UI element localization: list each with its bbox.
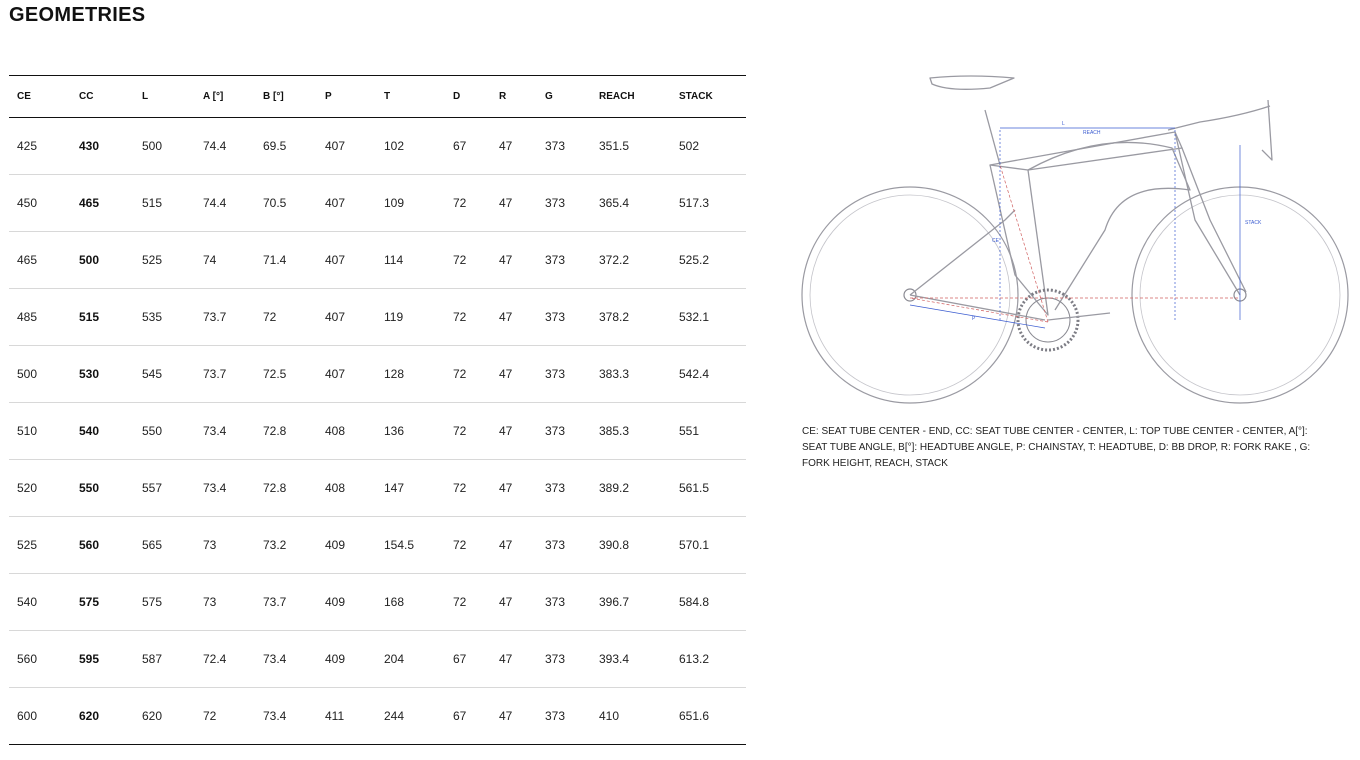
table-cell-stack: 551: [671, 403, 746, 460]
table-cell-d: 72: [445, 460, 491, 517]
table-cell-g: 373: [537, 688, 591, 745]
table-cell-reach: 396.7: [591, 574, 671, 631]
table-cell-l: 587: [134, 631, 195, 688]
table-cell-ce: 500: [9, 346, 71, 403]
column-header: R: [491, 76, 537, 118]
table-cell-cc: 575: [71, 574, 134, 631]
table-cell-ce: 450: [9, 175, 71, 232]
table-cell-r: 47: [491, 403, 537, 460]
table-cell-reach: 393.4: [591, 631, 671, 688]
table-row: [9, 175, 746, 232]
column-header: G: [537, 76, 591, 118]
table-row: [9, 232, 746, 289]
column-header: L: [134, 76, 195, 118]
table-cell-p: 409: [317, 517, 376, 574]
reach-label: REACH: [1083, 130, 1101, 136]
table-cell-t: 128: [376, 346, 445, 403]
table-cell-r: 47: [491, 574, 537, 631]
p-label: P: [972, 316, 976, 322]
column-header: CC: [71, 76, 134, 118]
table-cell-b: 69.5: [255, 118, 317, 175]
table-cell-stack: 517.3: [671, 175, 746, 232]
table-cell-g: 373: [537, 631, 591, 688]
table-cell-b: 73.4: [255, 688, 317, 745]
table-cell-r: 47: [491, 346, 537, 403]
table-cell-reach: 351.5: [591, 118, 671, 175]
table-cell-l: 575: [134, 574, 195, 631]
table-cell-cc: 530: [71, 346, 134, 403]
table-cell-reach: 378.2: [591, 289, 671, 346]
table-cell-reach: 385.3: [591, 403, 671, 460]
table-row: [9, 118, 746, 175]
column-header: D: [445, 76, 491, 118]
table-cell-r: 47: [491, 460, 537, 517]
table-cell-p: 407: [317, 289, 376, 346]
table-header-row: [9, 76, 746, 118]
table-cell-t: 147: [376, 460, 445, 517]
table-cell-p: 407: [317, 232, 376, 289]
table-cell-p: 409: [317, 574, 376, 631]
table-cell-ce: 540: [9, 574, 71, 631]
table-cell-ce: 525: [9, 517, 71, 574]
table-cell-l: 550: [134, 403, 195, 460]
table-cell-p: 407: [317, 346, 376, 403]
chainring: [1018, 290, 1110, 350]
table-cell-ce: 520: [9, 460, 71, 517]
table-cell-b: 72.5: [255, 346, 317, 403]
table-cell-l: 500: [134, 118, 195, 175]
table-cell-a: 72: [195, 688, 255, 745]
table-cell-stack: 613.2: [671, 631, 746, 688]
table-cell-g: 373: [537, 346, 591, 403]
table-cell-b: 72.8: [255, 460, 317, 517]
table-row: [9, 517, 746, 574]
table-cell-cc: 430: [71, 118, 134, 175]
table-cell-ce: 485: [9, 289, 71, 346]
table-cell-d: 72: [445, 346, 491, 403]
l-label: L: [1062, 121, 1065, 127]
table-cell-stack: 542.4: [671, 346, 746, 403]
table-cell-p: 407: [317, 118, 376, 175]
table-cell-g: 373: [537, 403, 591, 460]
table-cell-d: 67: [445, 688, 491, 745]
table-cell-g: 373: [537, 232, 591, 289]
table-cell-cc: 550: [71, 460, 134, 517]
table-cell-r: 47: [491, 289, 537, 346]
table-cell-cc: 560: [71, 517, 134, 574]
table-cell-a: 73.4: [195, 460, 255, 517]
table-cell-b: 71.4: [255, 232, 317, 289]
table-cell-t: 114: [376, 232, 445, 289]
table-cell-stack: 525.2: [671, 232, 746, 289]
table-cell-reach: 383.3: [591, 346, 671, 403]
table-cell-reach: 365.4: [591, 175, 671, 232]
table-cell-a: 73: [195, 517, 255, 574]
table-cell-d: 72: [445, 574, 491, 631]
table-row: [9, 289, 746, 346]
table-body: [9, 118, 746, 745]
table-cell-a: 73.7: [195, 346, 255, 403]
table-cell-l: 565: [134, 517, 195, 574]
table-cell-cc: 465: [71, 175, 134, 232]
table-row: [9, 346, 746, 403]
ce-label: CE: [992, 238, 999, 244]
table-cell-cc: 515: [71, 289, 134, 346]
table-cell-t: 136: [376, 403, 445, 460]
table-cell-t: 102: [376, 118, 445, 175]
table-row: [9, 460, 746, 517]
table-cell-b: 70.5: [255, 175, 317, 232]
table-cell-ce: 600: [9, 688, 71, 745]
column-header: T: [376, 76, 445, 118]
table-cell-p: 411: [317, 688, 376, 745]
table-cell-cc: 540: [71, 403, 134, 460]
table-row: [9, 631, 746, 688]
table-cell-stack: 502: [671, 118, 746, 175]
table-cell-ce: 425: [9, 118, 71, 175]
table-cell-d: 67: [445, 631, 491, 688]
table-cell-d: 72: [445, 232, 491, 289]
table-cell-a: 73: [195, 574, 255, 631]
table-cell-cc: 620: [71, 688, 134, 745]
table-cell-stack: 532.1: [671, 289, 746, 346]
table-cell-r: 47: [491, 631, 537, 688]
column-header: STACK: [671, 76, 746, 118]
table-cell-reach: 389.2: [591, 460, 671, 517]
table-cell-reach: 372.2: [591, 232, 671, 289]
table-cell-t: 244: [376, 688, 445, 745]
table-cell-l: 525: [134, 232, 195, 289]
table-cell-r: 47: [491, 688, 537, 745]
table-cell-stack: 561.5: [671, 460, 746, 517]
table-cell-a: 72.4: [195, 631, 255, 688]
table-cell-g: 373: [537, 175, 591, 232]
table-row: [9, 574, 746, 631]
table-cell-b: 73.2: [255, 517, 317, 574]
stack-label: STACK: [1245, 220, 1262, 226]
table-cell-l: 557: [134, 460, 195, 517]
table-cell-reach: 410: [591, 688, 671, 745]
table-cell-d: 72: [445, 175, 491, 232]
table-cell-g: 373: [537, 289, 591, 346]
table-cell-cc: 500: [71, 232, 134, 289]
table-cell-a: 73.7: [195, 289, 255, 346]
table-cell-b: 72: [255, 289, 317, 346]
table-row: [9, 403, 746, 460]
table-cell-t: 119: [376, 289, 445, 346]
table-cell-g: 373: [537, 517, 591, 574]
table-cell-cc: 595: [71, 631, 134, 688]
table-cell-d: 72: [445, 517, 491, 574]
table-cell-d: 72: [445, 289, 491, 346]
table-cell-a: 74.4: [195, 175, 255, 232]
table-cell-stack: 584.8: [671, 574, 746, 631]
table-cell-g: 373: [537, 118, 591, 175]
table-cell-r: 47: [491, 175, 537, 232]
table-cell-a: 73.4: [195, 403, 255, 460]
table-cell-l: 545: [134, 346, 195, 403]
table-cell-ce: 465: [9, 232, 71, 289]
table-cell-ce: 560: [9, 631, 71, 688]
geometry-table: [9, 75, 746, 745]
table-cell-a: 74: [195, 232, 255, 289]
table-cell-t: 154.5: [376, 517, 445, 574]
page-title: GEOMETRIES: [9, 4, 146, 26]
table-cell-r: 47: [491, 118, 537, 175]
table-cell-p: 408: [317, 460, 376, 517]
table-cell-t: 168: [376, 574, 445, 631]
column-header: REACH: [591, 76, 671, 118]
column-header: B [°]: [255, 76, 317, 118]
table-cell-d: 72: [445, 403, 491, 460]
table-cell-t: 109: [376, 175, 445, 232]
table-row: [9, 688, 746, 745]
bike-geometry-diagram: [800, 70, 1352, 410]
table-cell-a: 74.4: [195, 118, 255, 175]
table-cell-p: 409: [317, 631, 376, 688]
table-cell-p: 407: [317, 175, 376, 232]
table-cell-d: 67: [445, 118, 491, 175]
table-cell-b: 73.7: [255, 574, 317, 631]
table-cell-b: 73.4: [255, 631, 317, 688]
table-cell-reach: 390.8: [591, 517, 671, 574]
dimension-lines: [910, 128, 1240, 328]
table-cell-p: 408: [317, 403, 376, 460]
column-header: A [°]: [195, 76, 255, 118]
table-cell-t: 204: [376, 631, 445, 688]
table-cell-g: 373: [537, 460, 591, 517]
table-cell-g: 373: [537, 574, 591, 631]
table-cell-r: 47: [491, 232, 537, 289]
table-cell-r: 47: [491, 517, 537, 574]
table-cell-b: 72.8: [255, 403, 317, 460]
table-cell-l: 620: [134, 688, 195, 745]
bike-frame: [910, 76, 1272, 320]
diagram-labels: [972, 121, 1262, 322]
table-cell-l: 515: [134, 175, 195, 232]
table-cell-stack: 570.1: [671, 517, 746, 574]
column-header: CE: [9, 76, 71, 118]
table-cell-stack: 651.6: [671, 688, 746, 745]
geometry-legend: CE: SEAT TUBE CENTER - END, CC: SEAT TUBE CENTER - CENTER, L: TOP TUBE CENTER - CENTER, A[°]: SEAT TUBE ANGLE, B[°]: HEADTUBE ANGLE, P: CHAINSTAY, T: HEADTUBE, D: BB DROP, R: FORK RAKE , G: FORK HEIGHT, REACH, STACK: [802, 426, 1311, 469]
table-cell-ce: 510: [9, 403, 71, 460]
column-header: P: [317, 76, 376, 118]
table-cell-l: 535: [134, 289, 195, 346]
